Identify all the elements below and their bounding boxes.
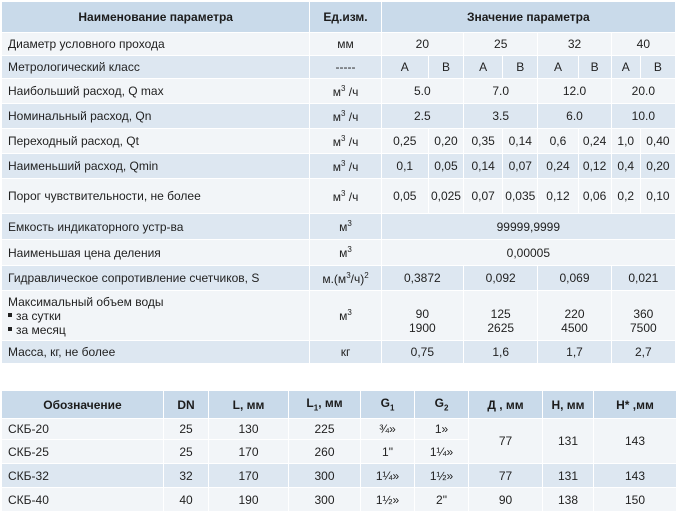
param-name: Гидравлическое сопротивление счетчиков, S	[2, 266, 310, 291]
param-unit: $м^3$	[310, 214, 381, 240]
value-cell: 220 4500	[538, 291, 611, 341]
header-h: Н, мм	[543, 391, 594, 419]
param-name: Масса, кг, не более	[2, 341, 310, 364]
param-unit: -----	[310, 56, 381, 79]
param-unit: $м^3$ /ч	[310, 104, 381, 129]
value-cell: 0,20	[428, 129, 463, 154]
value-cell: 0,07	[503, 154, 538, 179]
row-mass	[2, 341, 676, 364]
g1-cell: 1½»	[361, 488, 415, 512]
value-cell: 125 2625	[464, 291, 538, 341]
header-l: L, мм	[209, 391, 289, 419]
value-cell: 99999,9999	[381, 214, 675, 240]
h-cell: 138	[543, 488, 594, 512]
header-g2: $G_2$	[415, 391, 469, 419]
param-unit: $м.(м^3/ч)^2$	[310, 266, 381, 291]
value-cell: 20.0	[611, 79, 675, 104]
row-q-max	[2, 79, 676, 104]
param-unit: $м^3$	[310, 291, 381, 341]
header-h-star: Н* ,мм	[594, 391, 677, 419]
param-name: Наименьшая цена деления	[2, 240, 310, 266]
value-cell: 0,14	[464, 154, 503, 179]
value-cell: 0,00005	[381, 240, 675, 266]
max-volume-month-label: за месяц	[8, 323, 309, 337]
max-volume-title: Максимальный объем воды	[8, 294, 164, 309]
row-diameter	[2, 33, 676, 56]
param-unit: $м^3$ /ч	[310, 179, 381, 214]
value-cell: 25	[464, 33, 538, 56]
value-cell: 0,07	[464, 179, 503, 214]
l-cell: 170	[209, 464, 289, 488]
header-g1: $G_1$	[361, 391, 415, 419]
param-name: Номинальный расход, Qn	[2, 104, 310, 129]
row-q-min	[2, 154, 676, 179]
value-cell: 0,20	[640, 154, 675, 179]
param-unit: $м^3$ /ч	[310, 129, 381, 154]
h-cell: 131	[543, 464, 594, 488]
value-cell: 6.0	[538, 104, 611, 129]
value-cell: 0,14	[503, 129, 538, 154]
value-cell: 32	[538, 33, 611, 56]
l-cell: 170	[209, 440, 289, 464]
h-cell: 131	[543, 419, 594, 464]
row-q-t	[2, 129, 676, 154]
value-cell: 0,1	[381, 154, 428, 179]
header-parameter-name: Наименование параметра	[2, 2, 310, 33]
value-cell: 10.0	[611, 104, 675, 129]
value-cell: 1,7	[538, 341, 611, 364]
value-cell: 20	[381, 33, 463, 56]
header-unit: Ед.изм.	[310, 2, 381, 33]
param-unit: $м^3$ /ч	[310, 79, 381, 104]
designation-cell: СКБ-32	[2, 464, 164, 488]
value-cell: 0,035	[503, 179, 538, 214]
value-cell: 2,7	[611, 341, 675, 364]
l1-cell: 300	[289, 464, 361, 488]
table-row	[2, 488, 677, 512]
param-name: Порог чувствительности, не более	[2, 179, 310, 214]
g1-cell: ¾»	[361, 419, 415, 440]
value-cell: 0,10	[640, 179, 675, 214]
h-star-cell: 143	[594, 419, 677, 464]
value-cell: 0,6	[538, 129, 578, 154]
row-division	[2, 240, 676, 266]
row-metrology-class	[2, 56, 676, 79]
value-cell: 1,0	[611, 129, 640, 154]
value-cell: А	[464, 56, 503, 79]
value-cell: 0,24	[578, 129, 611, 154]
dimensions-table	[1, 390, 677, 512]
value-cell: 90 1900	[381, 291, 463, 341]
param-name: Наименьший расход, Qmin	[2, 154, 310, 179]
h-star-cell: 143	[594, 464, 677, 488]
l-cell: 190	[209, 488, 289, 512]
param-name: Наибольший расход, Q max	[2, 79, 310, 104]
d-cell: 90	[469, 488, 543, 512]
param-unit: $м^3$	[310, 240, 381, 266]
g2-cell: 2"	[415, 488, 469, 512]
param-unit: кг	[310, 341, 381, 364]
row-capacity	[2, 214, 676, 240]
header-l1: $L_1$, мм	[289, 391, 361, 419]
l-cell: 130	[209, 419, 289, 440]
value-cell: 1,6	[464, 341, 538, 364]
h-star-cell: 150	[594, 488, 677, 512]
value-cell: 0,12	[538, 179, 578, 214]
value-cell: 0,025	[428, 179, 463, 214]
dn-cell: 40	[164, 488, 209, 512]
table-row	[2, 464, 677, 488]
header-dn: DN	[164, 391, 209, 419]
value-cell: 12.0	[538, 79, 611, 104]
value-cell: 0,05	[428, 154, 463, 179]
max-volume-day-label: за сутки	[8, 309, 309, 323]
value-cell: 5.0	[381, 79, 463, 104]
l1-cell: 300	[289, 488, 361, 512]
parameters-table	[1, 1, 676, 364]
g1-cell: 1"	[361, 440, 415, 464]
d-cell: 77	[469, 419, 543, 464]
value-cell: 40	[611, 33, 675, 56]
value-cell: В	[503, 56, 538, 79]
value-cell: 0,25	[381, 129, 428, 154]
designation-cell: СКБ-25	[2, 440, 164, 464]
row-sensitivity	[2, 179, 676, 214]
param-unit: мм	[310, 33, 381, 56]
value-cell: 0,05	[381, 179, 428, 214]
table-row	[2, 419, 677, 440]
designation-cell: СКБ-40	[2, 488, 164, 512]
value-cell: 0,092	[464, 266, 538, 291]
value-cell: 0,2	[611, 179, 640, 214]
header-d: Д , мм	[469, 391, 543, 419]
value-cell: В	[428, 56, 463, 79]
value-cell: А	[381, 56, 428, 79]
value-cell: 0,75	[381, 341, 463, 364]
g2-cell: 1½»	[415, 464, 469, 488]
value-cell: 3.5	[464, 104, 538, 129]
value-cell: 0,021	[611, 266, 675, 291]
value-cell: 0,3872	[381, 266, 463, 291]
value-cell: 360 7500	[611, 291, 675, 341]
value-cell: В	[640, 56, 675, 79]
d-cell: 77	[469, 464, 543, 488]
param-name: Емкость индикаторного устр-ва	[2, 214, 310, 240]
header-parameter-value: Значение параметра	[381, 2, 675, 33]
value-cell: 0,06	[578, 179, 611, 214]
value-cell: 0,35	[464, 129, 503, 154]
value-cell: 2.5	[381, 104, 463, 129]
value-cell: 0,069	[538, 266, 611, 291]
param-name: Метрологический класс	[2, 56, 310, 79]
param-name: Диаметр условного прохода	[2, 33, 310, 56]
value-cell: 7.0	[464, 79, 538, 104]
value-cell: В	[578, 56, 611, 79]
l1-cell: 260	[289, 440, 361, 464]
g2-cell: 1¼»	[415, 440, 469, 464]
g2-cell: 1»	[415, 419, 469, 440]
l1-cell: 225	[289, 419, 361, 440]
header-designation: Обозначение	[2, 391, 164, 419]
row-resistance	[2, 266, 676, 291]
dn-cell: 25	[164, 419, 209, 440]
value-cell: 0,40	[640, 129, 675, 154]
value-cell: А	[611, 56, 640, 79]
g1-cell: 1¼»	[361, 464, 415, 488]
row-q-n	[2, 104, 676, 129]
param-unit: $м^3$ /ч	[310, 154, 381, 179]
value-cell: А	[538, 56, 578, 79]
dn-cell: 32	[164, 464, 209, 488]
value-cell: 0,24	[538, 154, 578, 179]
designation-cell: СКБ-20	[2, 419, 164, 440]
dn-cell: 25	[164, 440, 209, 464]
value-cell: 0,12	[578, 154, 611, 179]
param-name	[2, 291, 310, 341]
value-cell: 0,4	[611, 154, 640, 179]
row-max-volume	[2, 291, 676, 341]
param-name: Переходный расход, Qt	[2, 129, 310, 154]
